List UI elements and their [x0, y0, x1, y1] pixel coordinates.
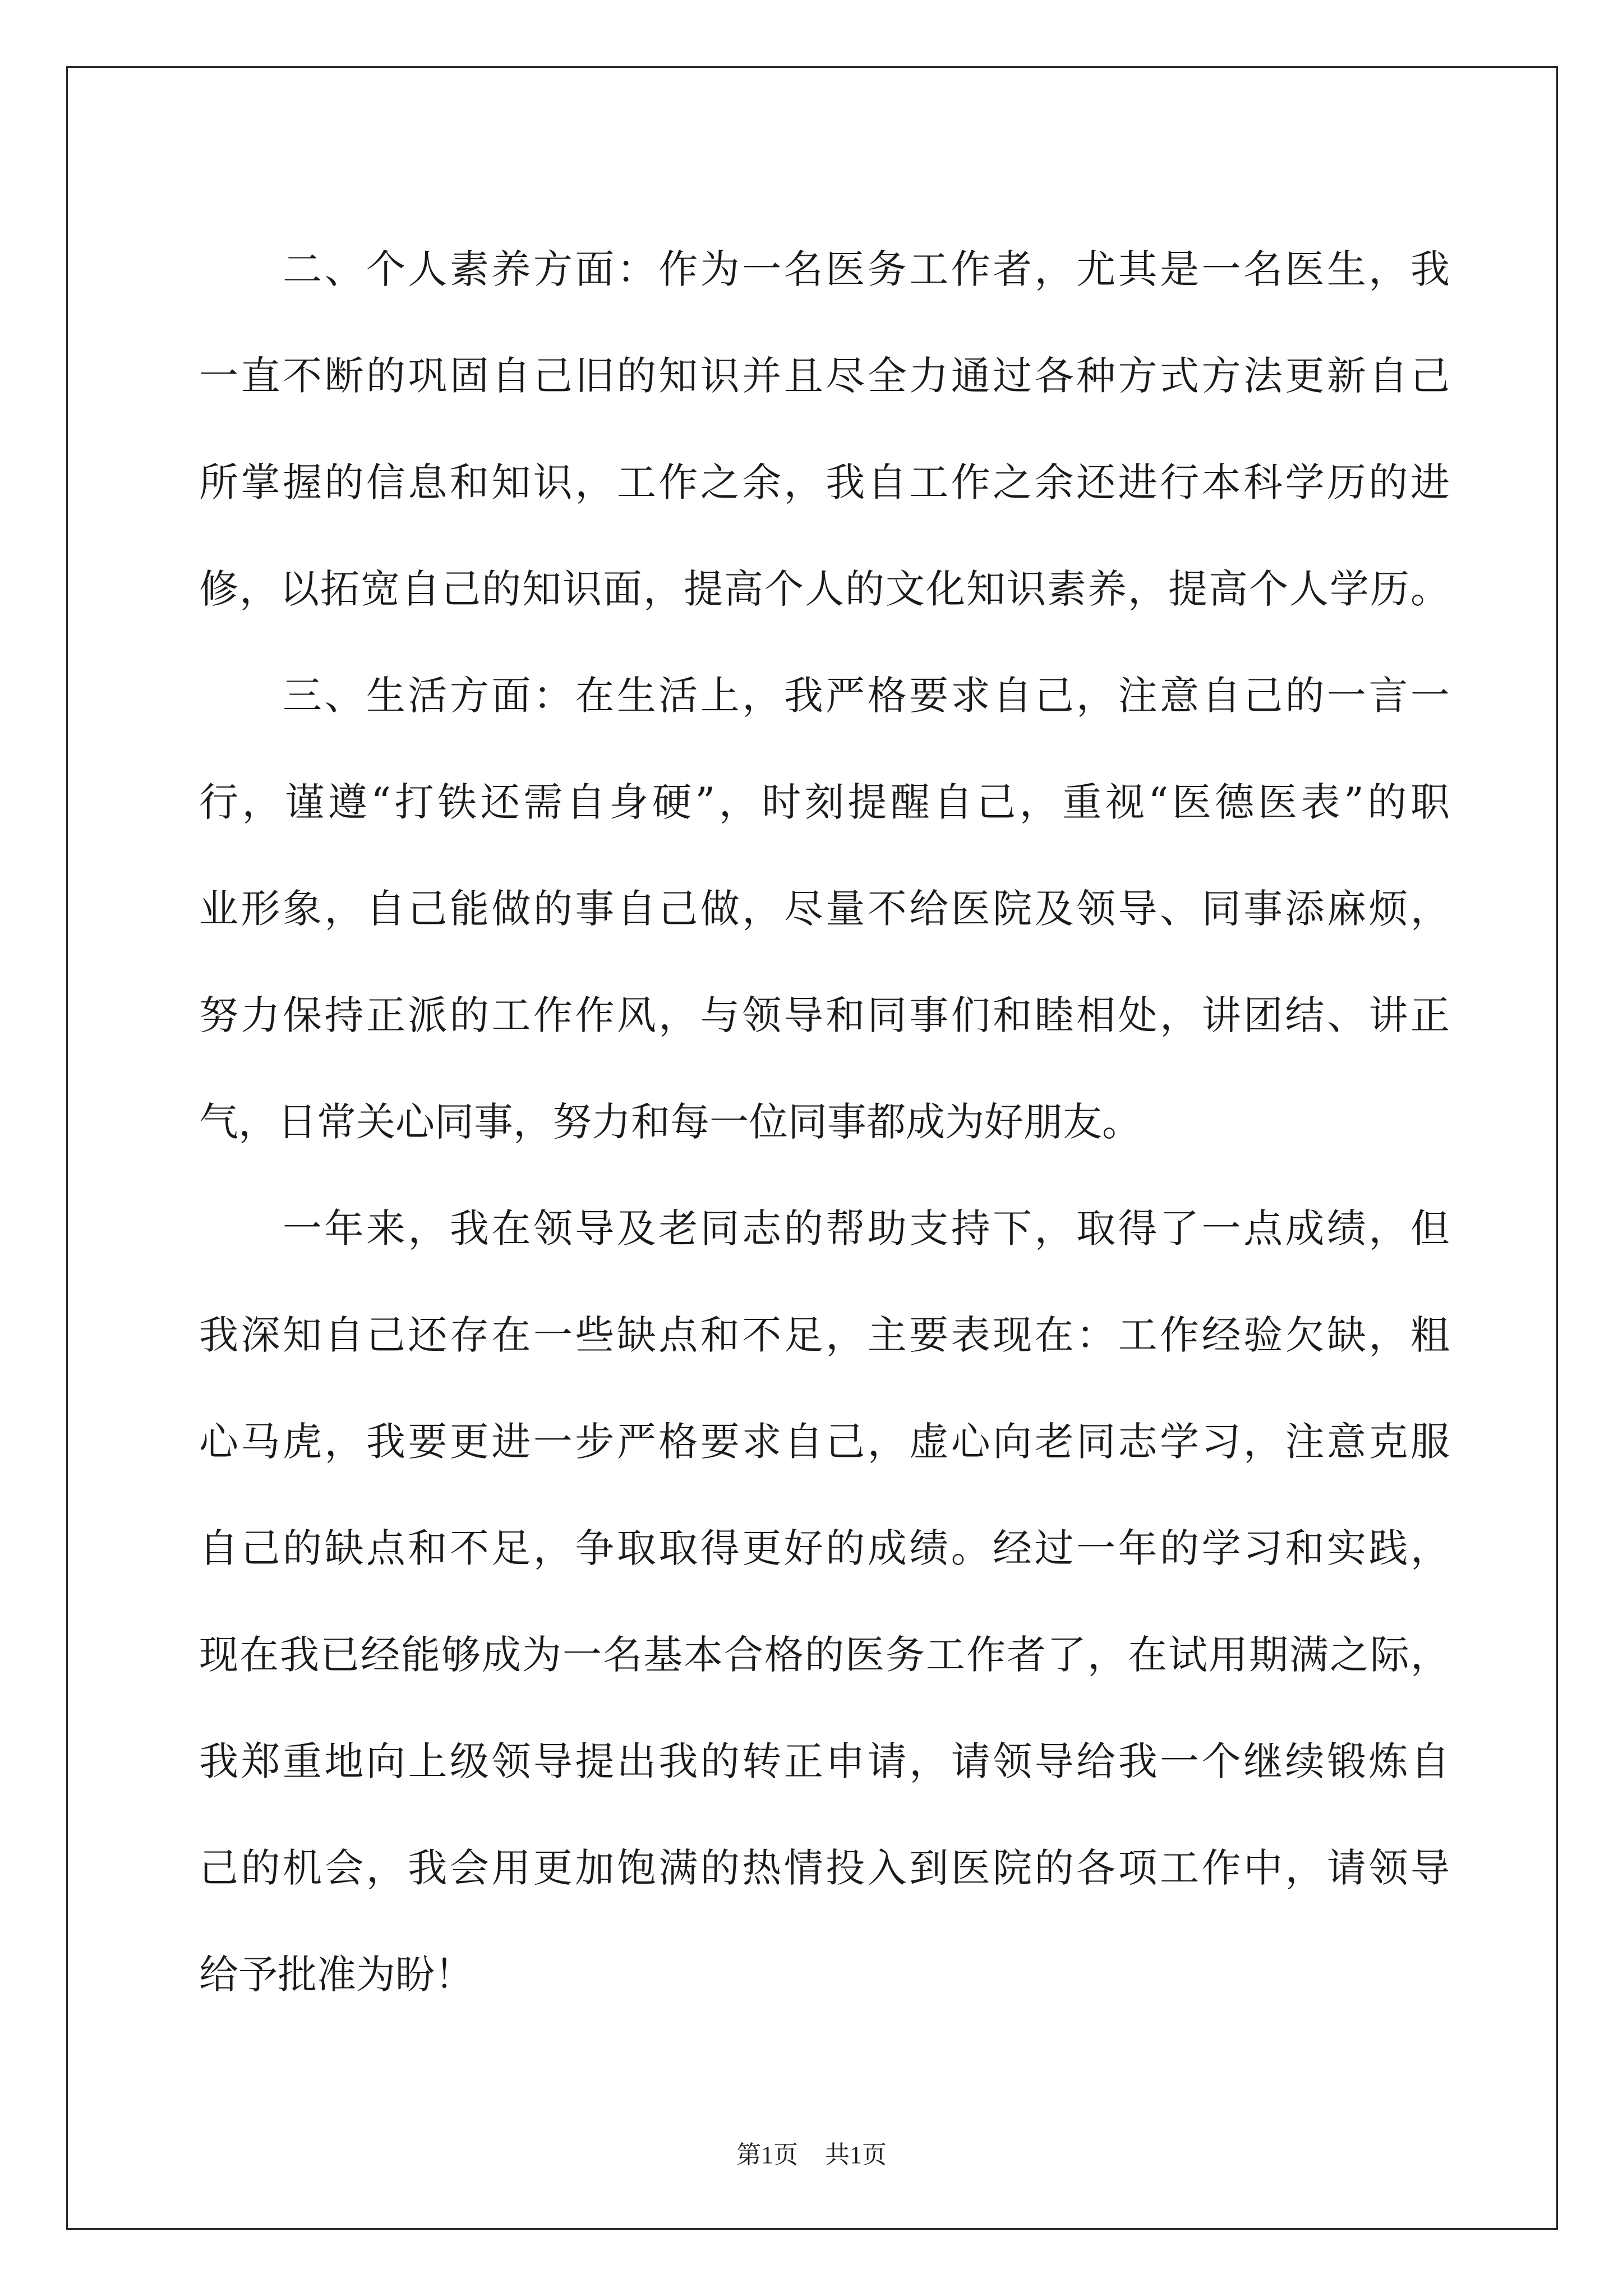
text-line: 我郑重地向上级领导提出我的转正申请，请领导给我一个继续锻炼自: [199, 1738, 1450, 1784]
page-footer: [0, 2134, 1623, 2170]
text-line: 行，谨遵“打铁还需自身硬”，时刻提醒自己，重视“医德医表”的职: [199, 779, 1450, 825]
text-line: 心马虎，我要更进一步严格要求自己，虚心向老同志学习，注意克服: [199, 1419, 1450, 1465]
text-line: 自己的缺点和不足，争取取得更好的成绩。经过一年的学习和实践，: [199, 1525, 1450, 1571]
text-line: 给予批准为盼！: [199, 1952, 474, 1998]
text-line: 一年来，我在领导及老同志的帮助支持下，取得了一点成绩，但: [199, 1205, 1450, 1251]
text-line: 己的机会，我会用更加饱满的热情投入到医院的各项工作中，请领导: [199, 1845, 1450, 1891]
text-line: 气，日常关心同事，努力和每一位同事都成为好朋友。: [199, 1099, 1141, 1145]
text-line: 所掌握的信息和知识，工作之余，我自工作之余还进行本科学历的进: [199, 459, 1450, 505]
text-line: 努力保持正派的工作作风，与领导和同事们和睦相处，讲团结、讲正: [199, 992, 1450, 1038]
text-line: 一直不断的巩固自己旧的知识并且尽全力通过各种方式方法更新自己: [199, 353, 1450, 399]
text-line: 二、个人素养方面：作为一名医务工作者，尤其是一名医生，我: [199, 246, 1450, 292]
text-line: 现在我已经能够成为一名基本合格的医务工作者了，在试用期满之际，: [199, 1632, 1450, 1678]
text-line: 三、生活方面：在生活上，我严格要求自己，注意自己的一言一: [199, 673, 1450, 719]
page-total: 共1页: [825, 2141, 887, 2169]
page-number: 第1页: [736, 2141, 798, 2169]
text-line: 业形象，自己能做的事自己做，尽量不给医院及领导、同事添麻烦，: [199, 886, 1450, 932]
text-line: 我深知自己还存在一些缺点和不足，主要表现在：工作经验欠缺，粗: [199, 1312, 1450, 1358]
document-body: [199, 216, 1450, 2028]
text-line: 修，以拓宽自己的知识面，提高个人的文化知识素养，提高个人学历。: [199, 566, 1450, 612]
